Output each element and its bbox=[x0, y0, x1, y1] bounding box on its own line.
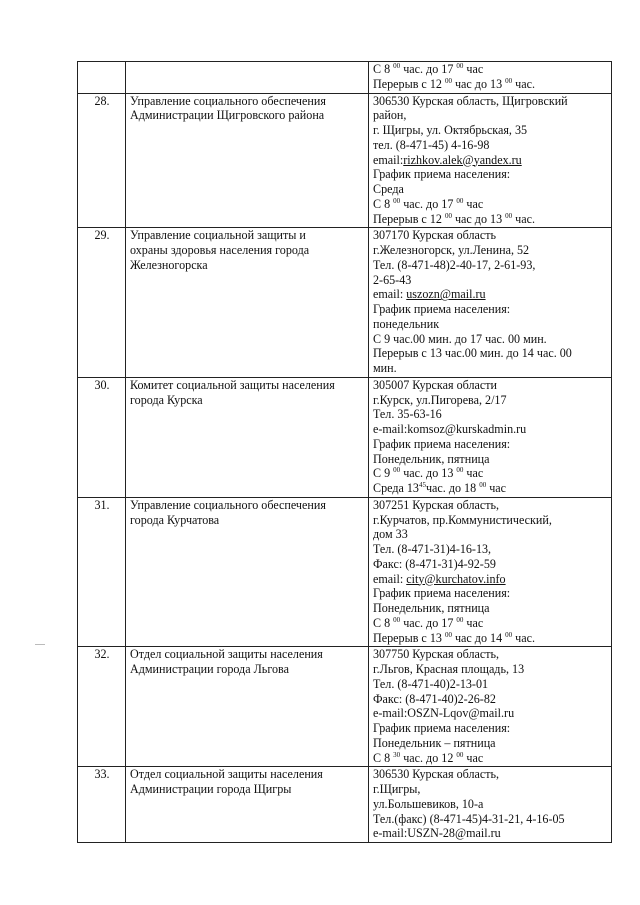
organization-name-line: Отдел социальной защиты населения bbox=[130, 767, 323, 782]
contact-info-line bbox=[373, 212, 608, 227]
time-minutes-superscript: 00 bbox=[505, 630, 513, 639]
contact-info-line bbox=[373, 228, 608, 243]
text-segment: г.Льгов, Красная площадь, 13 bbox=[373, 662, 525, 676]
text-segment: час bbox=[486, 481, 507, 495]
time-minutes-superscript: 00 bbox=[456, 750, 464, 759]
organization-name-cell bbox=[126, 647, 369, 767]
text-segment: Тел. (8-471-31)4-16-13, bbox=[373, 542, 492, 556]
text-segment: С 8 bbox=[373, 62, 394, 76]
table-row bbox=[78, 767, 612, 843]
organization-name-line: охраны здоровья населения города bbox=[130, 243, 310, 257]
text-segment: Перерыв с 13 bbox=[373, 630, 445, 645]
contact-info-line bbox=[373, 481, 608, 496]
contact-info-line bbox=[373, 751, 608, 766]
contact-info-line bbox=[373, 123, 608, 138]
organization-name-line: города Курска bbox=[130, 392, 203, 407]
row-number: 29. bbox=[78, 228, 126, 378]
table-row bbox=[78, 497, 612, 647]
contact-info-line bbox=[373, 62, 608, 77]
text-segment: час bbox=[463, 615, 484, 630]
contact-info-line bbox=[373, 572, 608, 587]
contact-info-line bbox=[373, 346, 608, 361]
text-segment: С 8 bbox=[373, 750, 394, 765]
contact-info-cell bbox=[369, 497, 612, 647]
email-link[interactable]: city@kurchatov.info bbox=[406, 571, 506, 586]
organization-name-cell bbox=[126, 93, 369, 228]
time-minutes-superscript: 00 bbox=[444, 211, 452, 220]
text-segment: Перерыв с 12 bbox=[373, 211, 445, 226]
text-segment: Тел. 35-63-16 bbox=[373, 407, 442, 422]
table-row bbox=[78, 93, 612, 228]
row-number: 28. bbox=[78, 93, 126, 228]
text-segment: Среда bbox=[373, 182, 404, 196]
organization-name-cell bbox=[126, 767, 369, 843]
text-segment: С 9 час.00 мин. до 17 час. 00 мин. bbox=[373, 331, 547, 346]
table-body bbox=[78, 62, 612, 843]
contact-info-line bbox=[373, 466, 608, 481]
text-segment: email: bbox=[373, 571, 407, 586]
text-segment: 307170 Курская область bbox=[373, 228, 497, 243]
time-minutes-superscript: 30 bbox=[393, 750, 401, 759]
contact-info-line bbox=[373, 721, 608, 736]
contact-info-line bbox=[373, 197, 608, 212]
contact-info-line bbox=[373, 692, 608, 707]
text-segment: Перерыв с 12 bbox=[373, 76, 445, 91]
contact-info-line bbox=[373, 378, 608, 393]
text-segment: График приема населения: bbox=[373, 302, 511, 316]
contact-info-line bbox=[373, 586, 608, 601]
organization-name-line: Железногорска bbox=[130, 257, 208, 272]
text-segment: г. Щигры, ул. Октябрьская, 35 bbox=[373, 123, 528, 137]
table-row bbox=[78, 62, 612, 94]
text-segment: График приема населения: bbox=[373, 436, 511, 451]
table-row bbox=[78, 647, 612, 767]
contact-info-line bbox=[373, 332, 608, 347]
contact-info-line bbox=[373, 647, 608, 662]
contact-info-line bbox=[373, 361, 608, 376]
text-segment: час. до 17 bbox=[400, 196, 457, 211]
contact-info-line bbox=[373, 153, 608, 168]
text-segment: час bbox=[463, 196, 484, 211]
text-segment: 306530 Курская область, bbox=[373, 767, 500, 782]
text-segment: г.Курск, ул.Пигорева, 2/17 bbox=[373, 392, 507, 407]
contact-info-line bbox=[373, 631, 608, 646]
contact-info-cell bbox=[369, 93, 612, 228]
row-number: 31. bbox=[78, 497, 126, 647]
organization-name-cell bbox=[126, 377, 369, 497]
text-segment: дом 33 bbox=[373, 527, 408, 542]
margin-mark bbox=[35, 644, 45, 645]
text-segment: час. bbox=[512, 76, 536, 91]
contact-info-line bbox=[373, 826, 608, 841]
contact-info-line bbox=[373, 138, 608, 153]
row-number: 30. bbox=[78, 377, 126, 497]
text-segment: email: bbox=[373, 152, 404, 167]
contact-info-line bbox=[373, 273, 608, 288]
contact-info-line bbox=[373, 498, 608, 513]
contact-info-line bbox=[373, 182, 608, 197]
text-segment: e-mail:OSZN-Lqov@mail.ru bbox=[373, 706, 515, 721]
time-minutes-superscript: 00 bbox=[456, 196, 464, 205]
table-row bbox=[78, 377, 612, 497]
text-segment: График приема населения: bbox=[373, 167, 511, 182]
text-segment: 307750 Курская область, bbox=[373, 647, 500, 662]
text-segment: час до 13 bbox=[451, 76, 506, 91]
contact-info-line bbox=[373, 243, 608, 258]
organization-name-line: Администрации города Щигры bbox=[130, 782, 292, 796]
organization-name-line: Администрации города Льгова bbox=[130, 662, 289, 676]
text-segment: 2-65-43 bbox=[373, 272, 412, 287]
text-segment: e-mail:komsoz@kurskadmin.ru bbox=[373, 422, 527, 436]
text-segment: 305007 Курская области bbox=[373, 377, 497, 392]
contact-info-line bbox=[373, 452, 608, 467]
text-segment: Факс: (8-471-40)2-26-82 bbox=[373, 691, 496, 706]
text-segment: час. bbox=[512, 211, 536, 226]
contact-info-line bbox=[373, 422, 608, 437]
text-segment: e-mail:USZN-28@mail.ru bbox=[373, 826, 501, 841]
time-minutes-superscript: 00 bbox=[393, 196, 401, 205]
time-minutes-superscript: 00 bbox=[393, 615, 401, 624]
contact-info-line bbox=[373, 108, 608, 123]
contact-info-cell bbox=[369, 377, 612, 497]
text-segment: час. до 17 bbox=[400, 62, 457, 76]
contact-info-line bbox=[373, 767, 608, 782]
contact-info-line bbox=[373, 317, 608, 332]
contact-info-line bbox=[373, 557, 608, 572]
text-segment: Тел. (8-471-40)2-13-01 bbox=[373, 676, 489, 691]
time-minutes-superscript: 00 bbox=[479, 481, 487, 489]
row-number bbox=[78, 62, 126, 94]
text-segment: г.Щигры, bbox=[373, 782, 421, 796]
contact-info-line bbox=[373, 797, 608, 812]
organization-name-cell bbox=[126, 228, 369, 378]
text-segment: 307251 Курская область, bbox=[373, 497, 500, 512]
text-segment: час. до 12 bbox=[400, 750, 457, 765]
text-segment: г.Железногорск, ул.Ленина, 52 bbox=[373, 243, 530, 257]
text-segment: час до 14 bbox=[451, 630, 506, 645]
contact-info-line bbox=[373, 812, 608, 827]
text-segment: час bbox=[463, 750, 484, 765]
text-segment: ул.Большевиков, 10-а bbox=[373, 796, 484, 811]
text-segment: Тел.(факс) (8-471-45)4-31-21, 4-16-05 bbox=[373, 811, 565, 826]
contact-info-line bbox=[373, 77, 608, 92]
text-segment: Среда 13 bbox=[373, 481, 419, 495]
contact-info-line bbox=[373, 437, 608, 452]
contact-info-line bbox=[373, 527, 608, 542]
text-segment: час. до 18 bbox=[425, 481, 480, 495]
contact-info-line bbox=[373, 94, 608, 109]
text-segment: Факс: (8-471-31)4-92-59 bbox=[373, 556, 496, 571]
contact-info-line bbox=[373, 601, 608, 616]
time-minutes-superscript: 00 bbox=[505, 211, 513, 220]
text-segment: час. до 13 bbox=[400, 466, 457, 481]
time-minutes-superscript: 45 bbox=[418, 481, 426, 489]
text-segment: График приема населения: bbox=[373, 721, 511, 735]
contact-info-line bbox=[373, 407, 608, 422]
organization-name-cell bbox=[126, 497, 369, 647]
contact-info-line bbox=[373, 513, 608, 528]
text-segment: час. bbox=[512, 630, 536, 645]
table-row bbox=[78, 228, 612, 378]
contact-info-line bbox=[373, 782, 608, 797]
text-segment: час bbox=[463, 466, 484, 481]
contact-info-cell bbox=[369, 62, 612, 94]
row-number: 32. bbox=[78, 647, 126, 767]
contact-info-line bbox=[373, 736, 608, 751]
organization-name-line: Управление социального обеспечения bbox=[130, 93, 326, 108]
text-segment: С 8 bbox=[373, 196, 394, 211]
text-segment: Тел. (8-471-48)2-40-17, 2-61-93, bbox=[373, 257, 536, 272]
contact-info-cell bbox=[369, 228, 612, 378]
social-protection-offices-table bbox=[77, 61, 612, 843]
contact-info-line bbox=[373, 167, 608, 182]
organization-name-line: Управление социальной защиты и bbox=[130, 228, 306, 243]
contact-info-line bbox=[373, 393, 608, 408]
text-segment: Перерыв с 13 час.00 мин. до 14 час. 00 bbox=[373, 346, 572, 361]
text-segment: Понедельник – пятница bbox=[373, 735, 496, 750]
text-segment: email: bbox=[373, 287, 407, 302]
contact-info-line bbox=[373, 287, 608, 302]
contact-info-line bbox=[373, 616, 608, 631]
organization-name-line: Администрации Щигровского района bbox=[130, 108, 325, 123]
text-segment: График приема населения: bbox=[373, 586, 511, 601]
time-minutes-superscript: 00 bbox=[444, 630, 452, 639]
text-segment: час bbox=[463, 62, 484, 76]
organization-name-line: города Курчатова bbox=[130, 512, 220, 527]
contact-info-line bbox=[373, 542, 608, 557]
contact-info-cell bbox=[369, 647, 612, 767]
contact-info-line bbox=[373, 302, 608, 317]
time-minutes-superscript: 00 bbox=[505, 76, 513, 85]
organization-name-line: Управление социального обеспечения bbox=[130, 497, 326, 512]
text-segment: час до 13 bbox=[451, 211, 506, 226]
organization-name-line: Комитет социальной защиты населения bbox=[130, 377, 335, 392]
time-minutes-superscript: 00 bbox=[456, 466, 464, 475]
time-minutes-superscript: 00 bbox=[393, 62, 401, 70]
text-segment: С 9 bbox=[373, 466, 394, 481]
text-segment: час. до 17 bbox=[400, 615, 457, 630]
text-segment: понедельник bbox=[373, 316, 440, 331]
contact-info-line bbox=[373, 662, 608, 677]
contact-info-line bbox=[373, 706, 608, 721]
text-segment: мин. bbox=[373, 361, 397, 375]
text-segment: район, bbox=[373, 108, 407, 123]
contact-info-line bbox=[373, 258, 608, 273]
organization-name-line: Отдел социальной защиты населения bbox=[130, 647, 323, 662]
text-segment: С 8 bbox=[373, 615, 394, 630]
time-minutes-superscript: 00 bbox=[444, 76, 452, 85]
text-segment: тел. (8-471-45) 4-16-98 bbox=[373, 137, 490, 152]
text-segment: Понедельник, пятница bbox=[373, 451, 490, 466]
contact-info-line bbox=[373, 677, 608, 692]
time-minutes-superscript: 00 bbox=[456, 615, 464, 624]
organization-name-cell bbox=[126, 62, 369, 94]
email-link[interactable]: rizhkov.alek@yandex.ru bbox=[403, 152, 522, 167]
row-number: 33. bbox=[78, 767, 126, 843]
text-segment: Понедельник, пятница bbox=[373, 601, 490, 615]
text-segment: 306530 Курская область, Щигровский bbox=[373, 93, 568, 108]
contact-info-cell bbox=[369, 767, 612, 843]
time-minutes-superscript: 00 bbox=[456, 62, 464, 70]
text-segment: г.Курчатов, пр.Коммунистический, bbox=[373, 512, 552, 527]
time-minutes-superscript: 00 bbox=[393, 466, 401, 475]
email-link[interactable]: uszozn@mail.ru bbox=[406, 287, 486, 302]
